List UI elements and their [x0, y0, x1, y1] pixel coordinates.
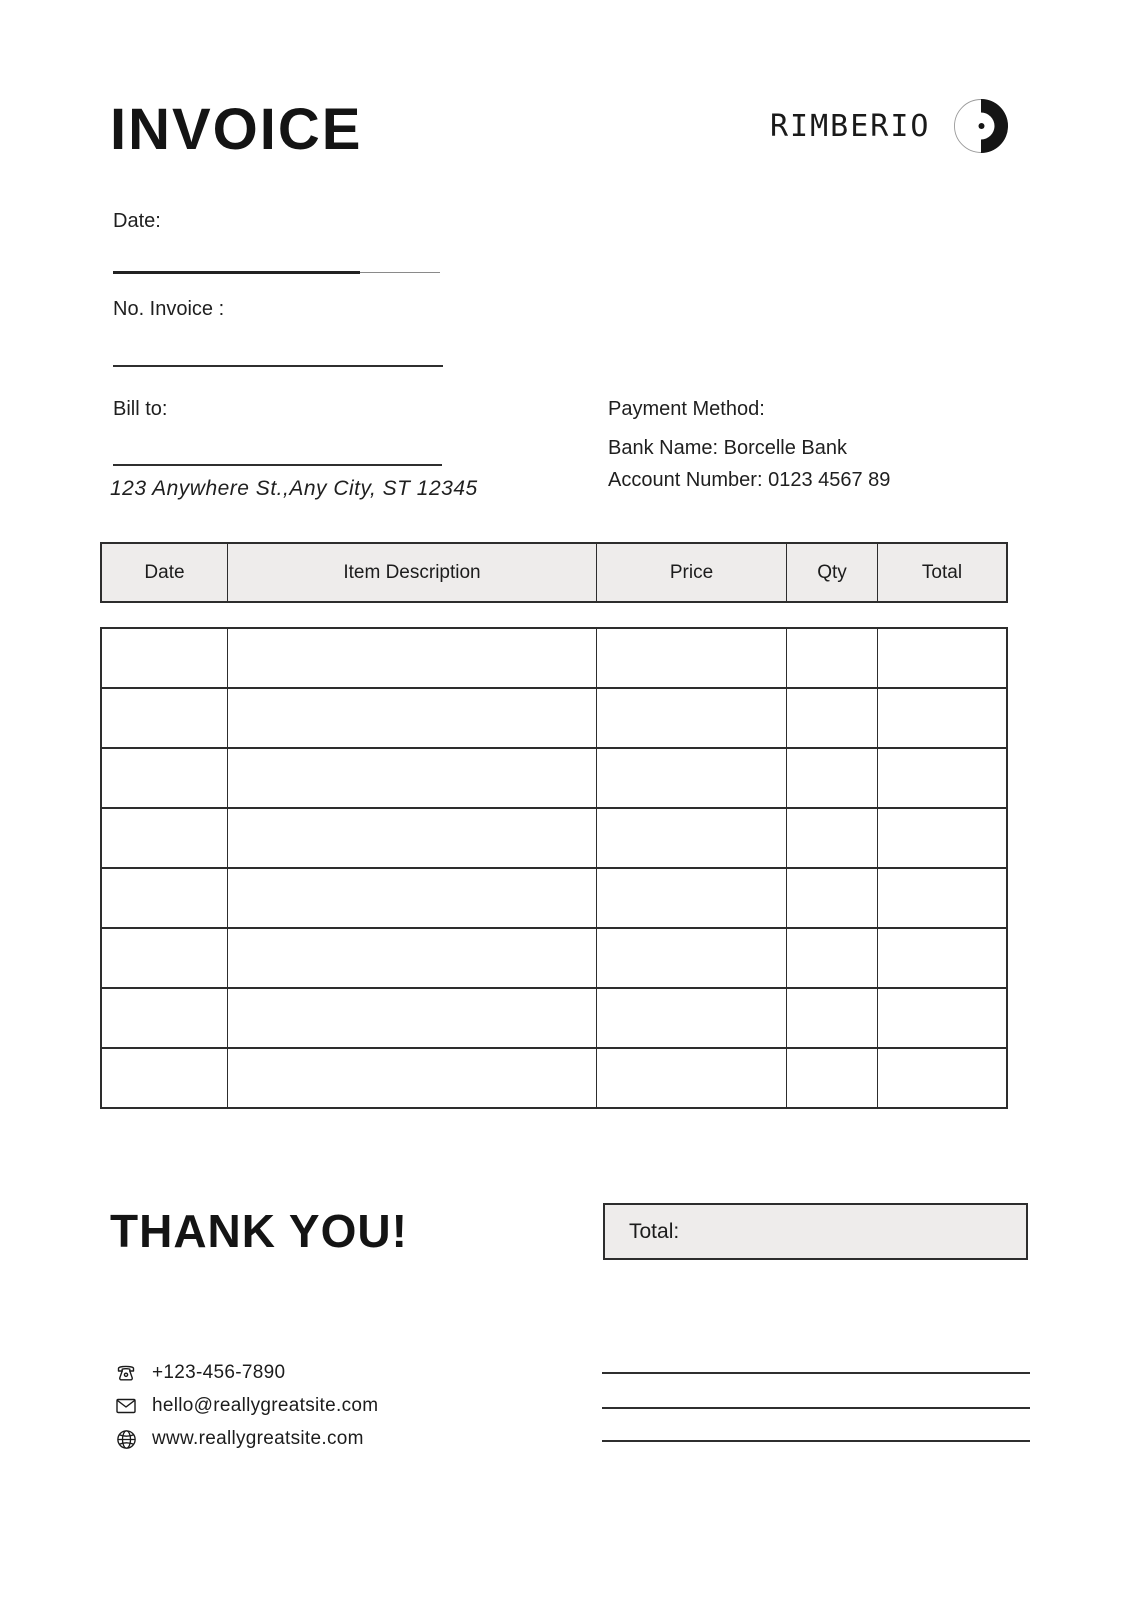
- table-cell[interactable]: [228, 809, 597, 867]
- phone-icon: [113, 1360, 139, 1386]
- table-cell[interactable]: [228, 629, 597, 687]
- phone-number: +123-456-7890: [152, 1362, 286, 1383]
- table-cell[interactable]: [787, 989, 878, 1047]
- table-cell[interactable]: [102, 869, 228, 927]
- table-cell[interactable]: [787, 869, 878, 927]
- items-table-body: [100, 627, 1008, 1109]
- table-cell[interactable]: [228, 749, 597, 807]
- table-cell[interactable]: [787, 929, 878, 987]
- table-cell[interactable]: [787, 749, 878, 807]
- date-input-line-emphasis[interactable]: [113, 271, 360, 274]
- table-row: [102, 1047, 1006, 1107]
- account-number-value: Account Number: 0123 4567 89: [608, 469, 891, 491]
- table-cell[interactable]: [597, 929, 787, 987]
- column-header-item-description: Item Description: [228, 544, 597, 601]
- column-header-price: Price: [597, 544, 787, 601]
- table-cell[interactable]: [597, 989, 787, 1047]
- invoice-number-input-line[interactable]: [113, 365, 443, 367]
- blank-line-1[interactable]: [602, 1372, 1030, 1374]
- bill-to-address: 123 Anywhere St.,Any City, ST 12345: [110, 477, 478, 500]
- contact-email-row: [113, 1393, 378, 1419]
- table-cell[interactable]: [228, 989, 597, 1047]
- bill-to-input-line[interactable]: [113, 464, 442, 466]
- thank-you-text: THANK YOU!: [110, 1205, 408, 1257]
- table-cell[interactable]: [597, 809, 787, 867]
- table-cell[interactable]: [102, 689, 228, 747]
- table-row: [102, 687, 1006, 747]
- table-cell[interactable]: [878, 689, 1006, 747]
- bank-name-value: Bank Name: Borcelle Bank: [608, 437, 848, 459]
- table-row: [102, 987, 1006, 1047]
- payment-method-label: Payment Method:: [608, 398, 765, 420]
- globe-icon: [113, 1426, 139, 1452]
- table-cell[interactable]: [597, 629, 787, 687]
- table-cell[interactable]: [878, 629, 1006, 687]
- table-cell[interactable]: [787, 1049, 878, 1107]
- table-cell[interactable]: [102, 1049, 228, 1107]
- table-cell[interactable]: [102, 629, 228, 687]
- table-cell[interactable]: [228, 869, 597, 927]
- table-cell[interactable]: [102, 929, 228, 987]
- table-row: [102, 629, 1006, 687]
- date-label: Date:: [113, 210, 161, 232]
- column-header-qty: Qty: [787, 544, 878, 601]
- contact-website-row: [113, 1426, 364, 1452]
- table-cell[interactable]: [597, 749, 787, 807]
- website-url: www.reallygreatsite.com: [152, 1428, 364, 1449]
- table-cell[interactable]: [102, 749, 228, 807]
- table-cell[interactable]: [787, 689, 878, 747]
- table-cell[interactable]: [228, 929, 597, 987]
- table-cell[interactable]: [228, 1049, 597, 1107]
- table-cell[interactable]: [878, 809, 1006, 867]
- table-cell[interactable]: [878, 1049, 1006, 1107]
- table-row: [102, 927, 1006, 987]
- table-row: [102, 747, 1006, 807]
- table-cell[interactable]: [597, 1049, 787, 1107]
- blank-line-3[interactable]: [602, 1440, 1030, 1442]
- contact-phone-row: [113, 1360, 285, 1386]
- table-cell[interactable]: [787, 809, 878, 867]
- table-cell[interactable]: [787, 629, 878, 687]
- table-cell[interactable]: [228, 689, 597, 747]
- table-row: [102, 867, 1006, 927]
- table-cell[interactable]: [102, 989, 228, 1047]
- blank-line-2[interactable]: [602, 1407, 1030, 1409]
- column-header-total: Total: [921, 561, 963, 583]
- table-cell[interactable]: [597, 869, 787, 927]
- table-cell[interactable]: [102, 809, 228, 867]
- bill-to-label: Bill to:: [113, 398, 168, 420]
- page-title: INVOICE: [110, 97, 363, 162]
- table-cell[interactable]: [878, 929, 1006, 987]
- email-address: hello@reallygreatsite.com: [152, 1395, 379, 1416]
- email-icon: [113, 1393, 139, 1419]
- table-cell[interactable]: [878, 989, 1006, 1047]
- brand: [770, 98, 1009, 154]
- items-table-header: [100, 542, 1008, 603]
- table-cell[interactable]: [878, 869, 1006, 927]
- total-box[interactable]: [603, 1203, 1028, 1260]
- column-header-date: Date: [102, 544, 228, 601]
- table-row: [102, 807, 1006, 867]
- brand-logo-icon: [953, 98, 1009, 154]
- brand-name: RIMBERIO: [770, 108, 931, 144]
- table-cell[interactable]: [597, 689, 787, 747]
- invoice-number-label: No. Invoice :: [113, 298, 225, 320]
- total-label: Total:: [629, 1219, 680, 1243]
- table-cell[interactable]: [878, 749, 1006, 807]
